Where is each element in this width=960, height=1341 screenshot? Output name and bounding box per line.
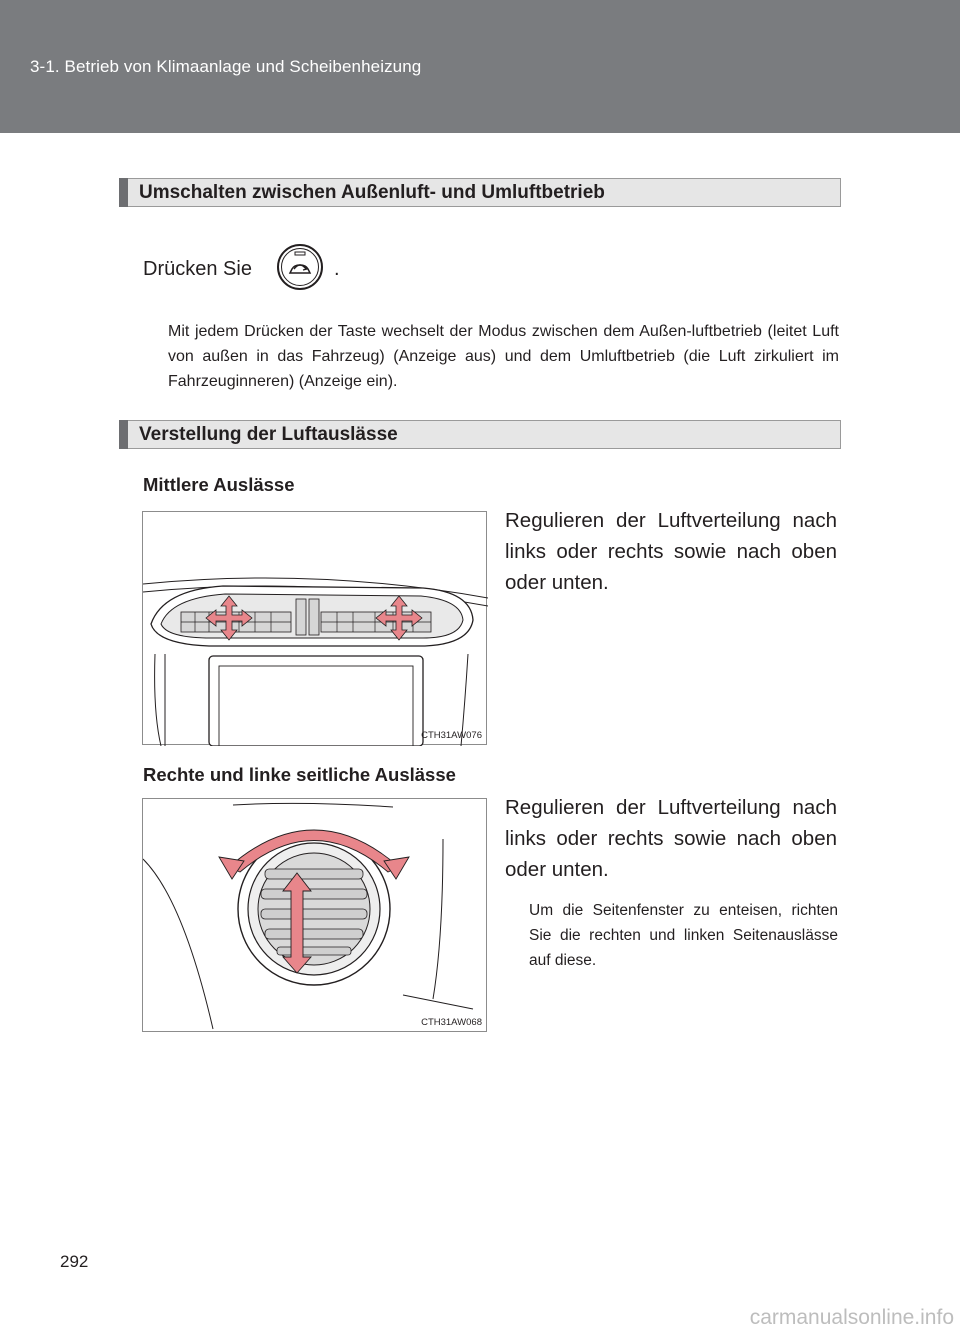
page-header [0,0,960,133]
side-vents-figure [142,798,487,1032]
center-vents-description: Regulieren der Luftverteilung nach links oder rechts sowie nach oben oder unten. [505,509,837,594]
press-instruction: Drücken Sie [143,258,252,280]
side-vents-note: Um die Seitenfenster zu enteisen, richten Sie die rechten und linken Seitenauslässe auf diese. [529,902,838,969]
figure-code: CTH31AW076 [421,730,482,741]
press-instruction-end: . [334,258,340,280]
watermark: carmanualsonline.info [749,1306,954,1329]
side-vents-heading: Rechte und linke seitliche Auslässe [143,764,456,785]
section-heading-air-mode [119,178,841,207]
center-vents-heading: Mittlere Auslässe [143,474,295,495]
chapter-title: 3-1. Betrieb von Klimaanlage und Scheibenheizung [30,57,422,76]
center-vents-figure [142,511,487,745]
page-number: 292 [60,1252,89,1271]
section-heading-vents [119,420,841,449]
section-title: Umschalten zwischen Außenluft- und Umluftbetrieb [139,182,605,203]
recirculation-button-icon [276,239,324,294]
side-vents-description: Regulieren der Luftverteilung nach links oder rechts sowie nach oben oder unten. [505,796,837,881]
mode-note: Mit jedem Drücken der Taste wechselt der Modus zwischen dem Außen-luftbetrieb (leitet Luft von außen in das Fahrzeug) (Anzeige aus) und dem Umluftbetrieb (die Luft zirkuliert im Fahrzeuginneren) (Anzeige ein). [168,323,839,390]
section-title: Verstellung der Luftauslässe [139,424,398,445]
figure-code: CTH31AW068 [421,1017,482,1028]
